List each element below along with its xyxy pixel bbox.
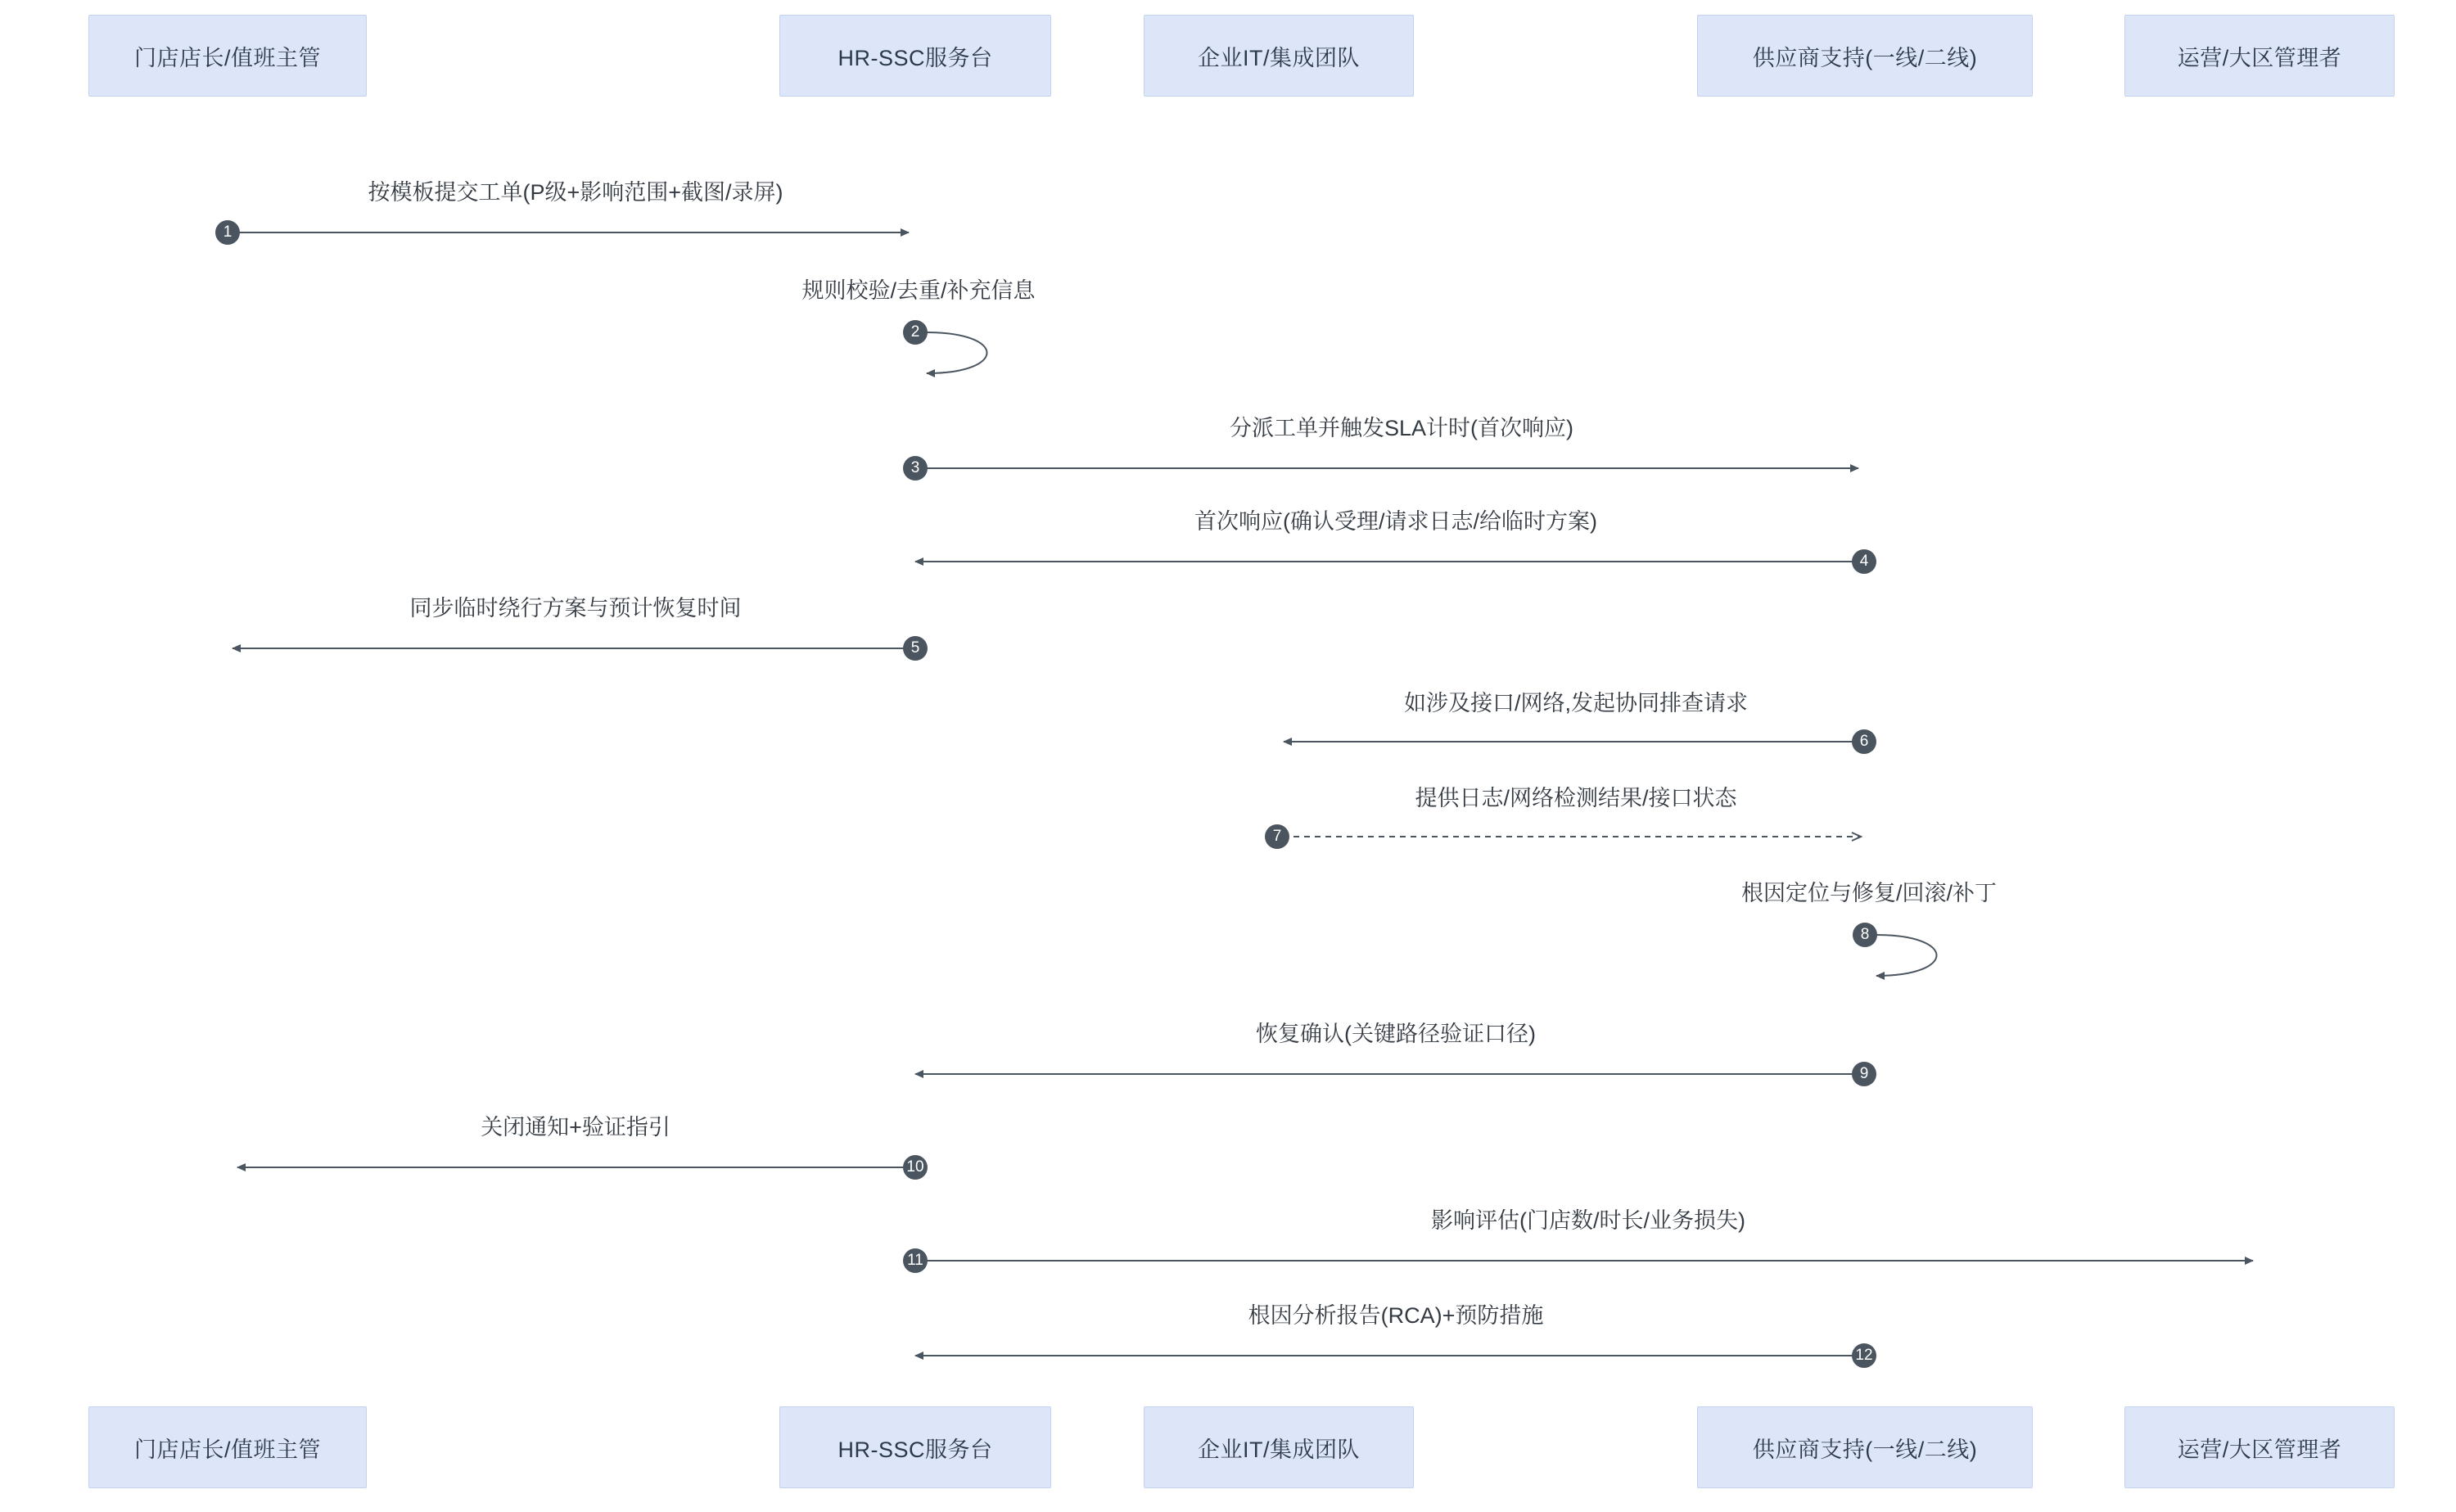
actor-box-it-bottom <box>1144 1406 1414 1488</box>
message-label-2: 规则校验/去重/补充信息 <box>801 278 1036 303</box>
actor-label: 门店店长/值班主管 <box>133 1437 321 1462</box>
message-label-11: 影响评估(门店数/时长/业务损失) <box>1431 1208 1745 1233</box>
message-label-3: 分派工单并触发SLA计时(首次响应) <box>1229 416 1574 440</box>
actor-label: 门店店长/值班主管 <box>133 45 321 70</box>
sequence-badge-11: 11 <box>903 1248 928 1273</box>
actor-box-hrssc-top <box>779 15 1051 97</box>
sequence-badge-10: 10 <box>903 1155 928 1180</box>
message-label-10: 关闭通知+验证指引 <box>481 1115 670 1140</box>
message-label-1: 按模板提交工单(P级+影响范围+截图/录屏) <box>368 180 783 205</box>
actor-label: 运营/大区管理者 <box>2177 45 2342 70</box>
actor-label: 运营/大区管理者 <box>2177 1437 2342 1462</box>
message-label-12: 根因分析报告(RCA)+预防措施 <box>1248 1303 1544 1328</box>
sequence-badge-5: 5 <box>903 636 928 661</box>
actor-label: HR-SSC服务台 <box>837 45 993 70</box>
message-label-4: 首次响应(确认受理/请求日志/给临时方案) <box>1194 509 1597 534</box>
actor-box-vendor-top <box>1697 15 2033 97</box>
sequence-badge-8: 8 <box>1853 923 1877 947</box>
sequence-badge-9: 9 <box>1852 1062 1876 1086</box>
actor-label: 供应商支持(一线/二线) <box>1752 45 1978 70</box>
message-label-7: 提供日志/网络检测结果/接口状态 <box>1415 786 1737 810</box>
sequence-badge-1: 1 <box>215 220 240 245</box>
sequence-badge-7: 7 <box>1265 824 1289 849</box>
actor-label: 企业IT/集成团队 <box>1198 1437 1360 1462</box>
sequence-badge-2: 2 <box>903 320 928 345</box>
actor-label: 供应商支持(一线/二线) <box>1752 1437 1978 1462</box>
actor-box-it-top <box>1144 15 1414 97</box>
actor-box-store-top <box>88 15 367 97</box>
actor-box-hrssc-bottom <box>779 1406 1051 1488</box>
message-label-9: 恢复确认(关键路径验证口径) <box>1256 1022 1536 1046</box>
actor-box-ops-bottom <box>2124 1406 2395 1488</box>
sequence-badge-12: 12 <box>1852 1343 1876 1368</box>
message-label-5: 同步临时绕行方案与预计恢复时间 <box>409 596 742 621</box>
sequence-badge-6: 6 <box>1852 729 1876 754</box>
sequence-badge-4: 4 <box>1852 549 1876 574</box>
actor-box-store-bottom <box>88 1406 367 1488</box>
actor-label: 企业IT/集成团队 <box>1198 45 1360 70</box>
actor-box-vendor-bottom <box>1697 1406 2033 1488</box>
message-label-8: 根因定位与修复/回滚/补丁 <box>1740 881 1998 905</box>
actor-label: HR-SSC服务台 <box>837 1437 993 1462</box>
actor-box-ops-top <box>2124 15 2395 97</box>
sequence-badge-3: 3 <box>903 456 928 481</box>
message-label-6: 如涉及接口/网络,发起协同排查请求 <box>1403 691 1749 715</box>
